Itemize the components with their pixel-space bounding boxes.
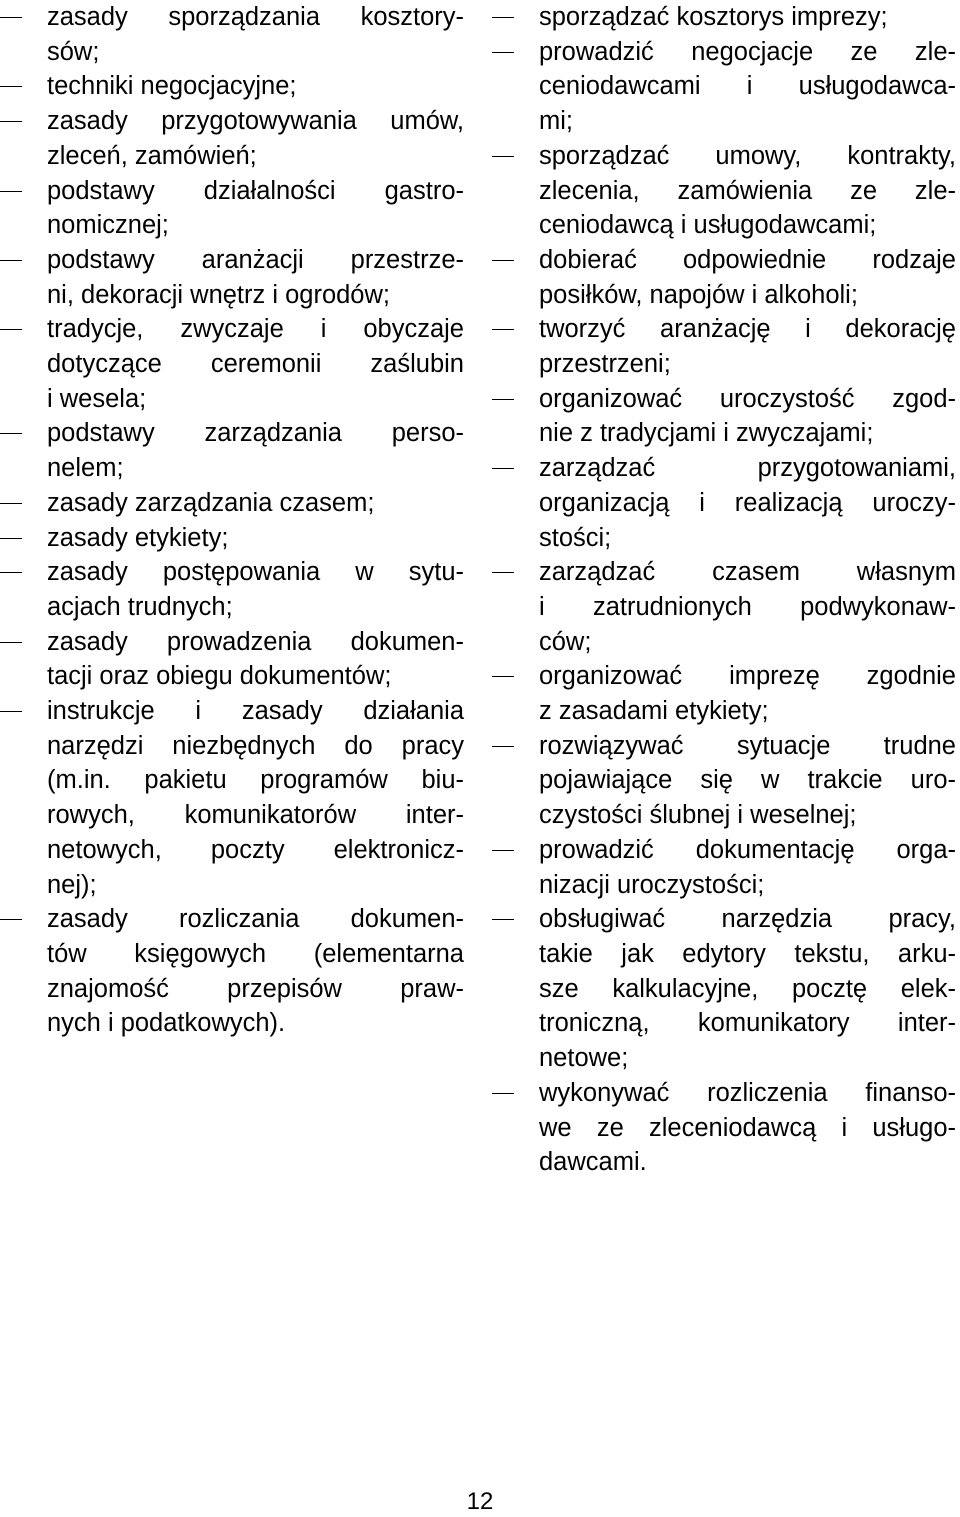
list-item-line: stości; <box>539 523 612 552</box>
list-item-line: organizować imprezę zgodnie <box>539 662 956 691</box>
list-item-line: zasady etykiety; <box>47 523 229 552</box>
list-item-line: ceniodawcą i usługodawcami; <box>539 211 877 240</box>
list-item-line: zasady zarządzania czasem; <box>47 488 375 517</box>
list-item <box>492 0 956 35</box>
dash-bullet <box>492 17 514 18</box>
list-item-line: ców; <box>539 627 592 656</box>
list-item <box>0 694 464 902</box>
list-item-line: rowych, komunikatorów inter- <box>47 801 464 830</box>
dash-bullet <box>0 260 22 261</box>
list-item-line: podstawy zarządzania perso- <box>47 419 464 448</box>
list-item-line: netowe; <box>539 1044 629 1073</box>
list-item-line: czystości ślubnej i weselnej; <box>539 801 857 830</box>
dash-bullet <box>492 468 514 469</box>
list-item-line: organizacją i realizacją uroczy- <box>539 488 956 517</box>
list-item-line: znajomość przepisów praw- <box>47 974 464 1003</box>
list-item-line: we ze zleceniodawcą i usługo- <box>539 1113 956 1142</box>
list-item-line: zasady rozliczania dokumen- <box>47 905 464 934</box>
list-item-line: podstawy działalności gastro- <box>47 176 464 205</box>
dash-bullet <box>0 329 22 330</box>
dash-bullet <box>0 121 22 122</box>
list-item-line: przestrzeni; <box>539 350 671 379</box>
list-item-line: sów; <box>47 37 100 66</box>
list-item <box>492 382 956 451</box>
list-item-line: zlecenia, zamówienia ze zle- <box>539 176 956 205</box>
list-item-line: zasady przygotowywania umów, <box>47 107 464 136</box>
list-item-line: ceniodawcami i usługodawca- <box>539 72 956 101</box>
list-item <box>492 833 956 902</box>
list-item-line: ni, dekoracji wnętrz i ogrodów; <box>47 280 390 309</box>
list-item-line: tacji oraz obiegu dokumentów; <box>47 662 392 691</box>
list-item-line: nomicznej; <box>47 211 169 240</box>
list-item-line: pojawiające się w trakcie uro- <box>539 766 956 795</box>
dash-bullet <box>0 572 22 573</box>
list-item <box>0 69 464 104</box>
list-item-line: nelem; <box>47 454 124 483</box>
list-item-line: organizować uroczystość zgod- <box>539 384 956 413</box>
dash-bullet <box>0 919 22 920</box>
list-item-line: obsługiwać narzędzia pracy, <box>539 905 956 934</box>
left-column <box>0 0 464 1041</box>
page-number-text: 12 <box>466 1488 494 1515</box>
list-item <box>492 659 956 728</box>
right-column <box>492 0 956 1180</box>
list-item <box>492 139 956 243</box>
list-item <box>0 312 464 416</box>
dash-bullet <box>0 503 22 504</box>
list-item-line: acjach trudnych; <box>47 592 233 621</box>
list-item <box>0 243 464 312</box>
list-item <box>492 1076 956 1180</box>
dash-bullet <box>492 52 514 53</box>
list-item-line: dotyczące ceremonii zaślubin <box>47 350 464 379</box>
list-item <box>0 174 464 243</box>
list-item-line: i zatrudnionych podwykonaw- <box>539 592 956 621</box>
list-item-line: zasady prowadzenia dokumen- <box>47 627 464 656</box>
dash-bullet <box>492 399 514 400</box>
list-item-line: narzędzi niezbędnych do pracy <box>47 731 464 760</box>
list-item-line: zleceń, zamówień; <box>47 141 257 170</box>
list-item-line: takie jak edytory tekstu, arku- <box>539 939 956 968</box>
list-item-line: tworzyć aranżację i dekorację <box>539 315 956 344</box>
list-item-line: prowadzić dokumentację orga- <box>539 835 956 864</box>
dash-bullet <box>492 156 514 157</box>
list-item <box>492 243 956 312</box>
list-item-line: (m.in. pakietu programów biu- <box>47 766 464 795</box>
list-item <box>492 729 956 833</box>
list-item-line: prowadzić negocjacje ze zle- <box>539 37 956 66</box>
list-item-line: netowych, poczty elektronicz- <box>47 835 464 864</box>
list-item-line: rozwiązywać sytuacje trudne <box>539 731 956 760</box>
dash-bullet <box>492 1093 514 1094</box>
list-item <box>492 312 956 381</box>
dash-bullet <box>492 260 514 261</box>
list-item <box>0 416 464 485</box>
dash-bullet <box>0 642 22 643</box>
list-item-line: posiłków, napojów i alkoholi; <box>539 280 858 309</box>
list-item <box>492 902 956 1076</box>
list-item-line: z zasadami etykiety; <box>539 697 769 726</box>
list-item <box>492 35 956 139</box>
list-item <box>492 555 956 659</box>
dash-bullet <box>492 329 514 330</box>
list-item-line: nie z tradycjami i zwyczajami; <box>539 419 874 448</box>
list-item <box>0 486 464 521</box>
list-item-line: dawcami. <box>539 1148 647 1177</box>
dash-bullet <box>0 86 22 87</box>
list-item-line: troniczną, komunikatory inter- <box>539 1009 956 1038</box>
list-item <box>0 902 464 1041</box>
list-item <box>0 555 464 624</box>
list-item-line: tradycje, zwyczaje i obyczaje <box>47 315 464 344</box>
list-item-line: zarządzać przygotowaniami, <box>539 454 956 483</box>
list-item-line: mi; <box>539 107 573 136</box>
list-item <box>0 625 464 694</box>
dash-bullet <box>0 711 22 712</box>
list-item <box>0 0 464 69</box>
dash-bullet <box>0 17 22 18</box>
page-number <box>0 1487 960 1517</box>
dash-bullet <box>0 433 22 434</box>
dash-bullet <box>492 746 514 747</box>
list-item-line: techniki negocjacyjne; <box>47 72 297 101</box>
list-item-line: sze kalkulacyjne, pocztę elek- <box>539 974 956 1003</box>
list-item-line: nych i podatkowych). <box>47 1009 286 1038</box>
list-item-line: dobierać odpowiednie rodzaje <box>539 245 956 274</box>
list-item-line: podstawy aranżacji przestrze- <box>47 245 464 274</box>
list-item <box>492 451 956 555</box>
list-item-line: zarządzać czasem własnym <box>539 558 956 587</box>
list-item-line: i wesela; <box>47 384 147 413</box>
list-item-line: nizacji uroczystości; <box>539 870 765 899</box>
dash-bullet <box>492 850 514 851</box>
dash-bullet <box>492 676 514 677</box>
list-item-line: wykonywać rozliczenia finanso- <box>539 1078 956 1107</box>
list-item-line: sporządzać umowy, kontrakty, <box>539 141 956 170</box>
list-item-line: zasady sporządzania kosztory- <box>47 3 464 31</box>
list-item-line: tów księgowych (elementarna <box>47 939 464 968</box>
list-item-line: zasady postępowania w sytu- <box>47 558 464 587</box>
list-item <box>0 521 464 556</box>
list-item-line: sporządzać kosztorys imprezy; <box>539 3 888 31</box>
dash-bullet <box>492 572 514 573</box>
dash-bullet <box>0 538 22 539</box>
list-item-line: nej); <box>47 870 97 899</box>
list-item-line: instrukcje i zasady działania <box>47 697 464 726</box>
dash-bullet <box>0 191 22 192</box>
list-item <box>0 104 464 173</box>
dash-bullet <box>492 919 514 920</box>
